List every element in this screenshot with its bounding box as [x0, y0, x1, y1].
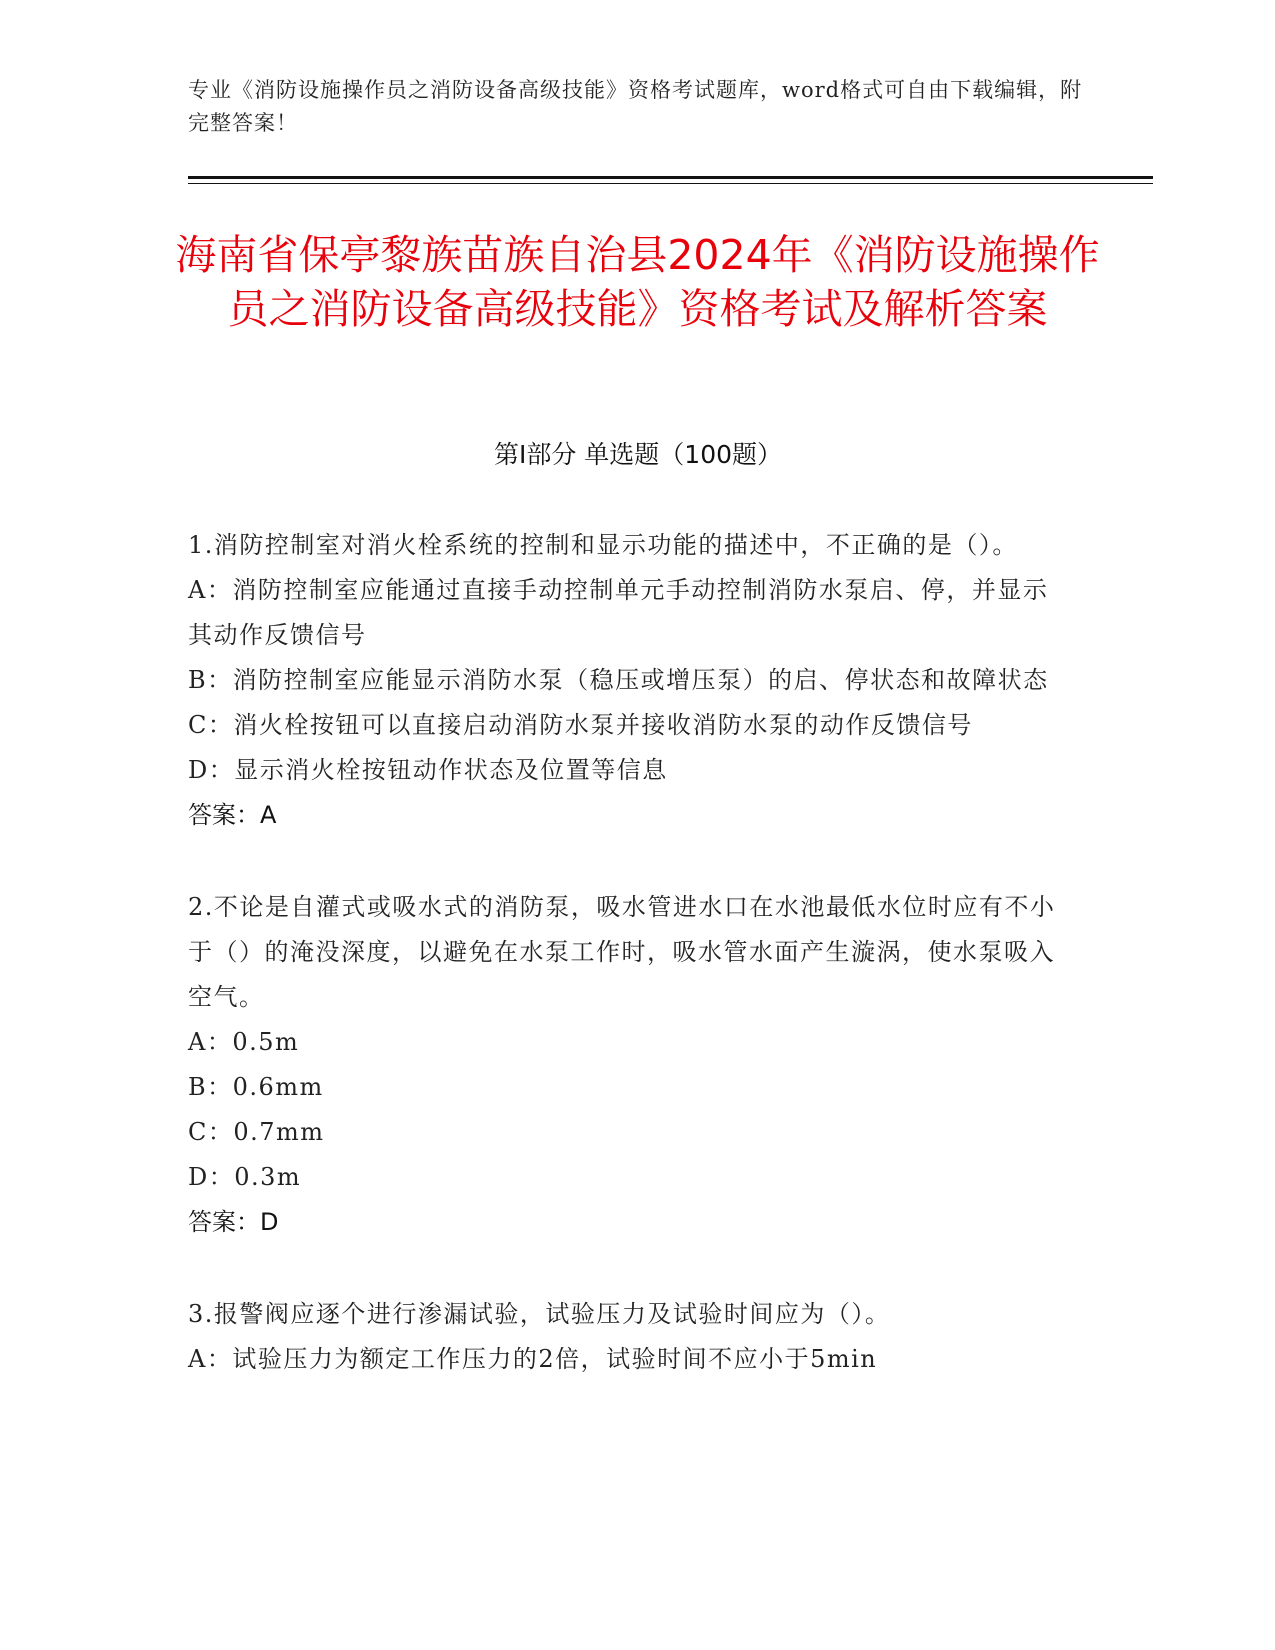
option-b: B：消防控制室应能显示消防水泵（稳压或增压泵）的启、停状态和故障状态	[188, 666, 1049, 694]
option-c: C：消火栓按钮可以直接启动消防水泵并接收消防水泵的动作反馈信号	[188, 711, 973, 739]
answer: 答案：A	[188, 801, 277, 829]
option-d: D：显示消火栓按钮动作状态及位置等信息	[188, 756, 668, 784]
question-text: 1.消防控制室对消火栓系统的控制和显示功能的描述中，不正确的是（）。	[188, 531, 1018, 559]
option-d: D：0.3m	[188, 1163, 302, 1191]
section-title: 第Ⅰ部分 单选题（100题）	[493, 440, 783, 469]
question-list	[188, 523, 1068, 1429]
header-note: 专业《消防设施操作员之消防设备高级技能》资格考试题库，word格式可自由下载编辑，附完整答案！	[188, 78, 1083, 135]
option-c: C：0.7mm	[188, 1118, 325, 1146]
question-2	[188, 885, 1068, 1245]
question-1	[188, 523, 1068, 838]
question-text: 2.不论是自灌式或吸水式的消防泵，吸水管进水口在水池最低水位时应有不小于（）的淹没深度，以避免在水泵工作时，吸水管水面产生漩涡，使水泵吸入空气。	[188, 893, 1056, 1011]
answer: 答案：D	[188, 1208, 279, 1236]
option-a: A：消防控制室应能通过直接手动控制单元手动控制消防水泵启、停，并显示其动作反馈信号	[188, 576, 1049, 649]
option-a: A：0.5m	[188, 1028, 300, 1056]
question-text: 3.报警阀应逐个进行渗漏试验，试验压力及试验时间应为（）。	[188, 1300, 891, 1328]
header-rule-thick	[188, 176, 1153, 179]
document-title: 海南省保亭黎族苗族自治县2024年《消防设施操作员之消防设备高级技能》资格考试及解析答案	[175, 231, 1100, 333]
header-rule-thin	[188, 183, 1153, 184]
option-a: A：试验压力为额定工作压力的2倍，试验时间不应小于5min	[188, 1345, 878, 1373]
question-3	[188, 1292, 1068, 1382]
option-b: B：0.6mm	[188, 1073, 324, 1101]
